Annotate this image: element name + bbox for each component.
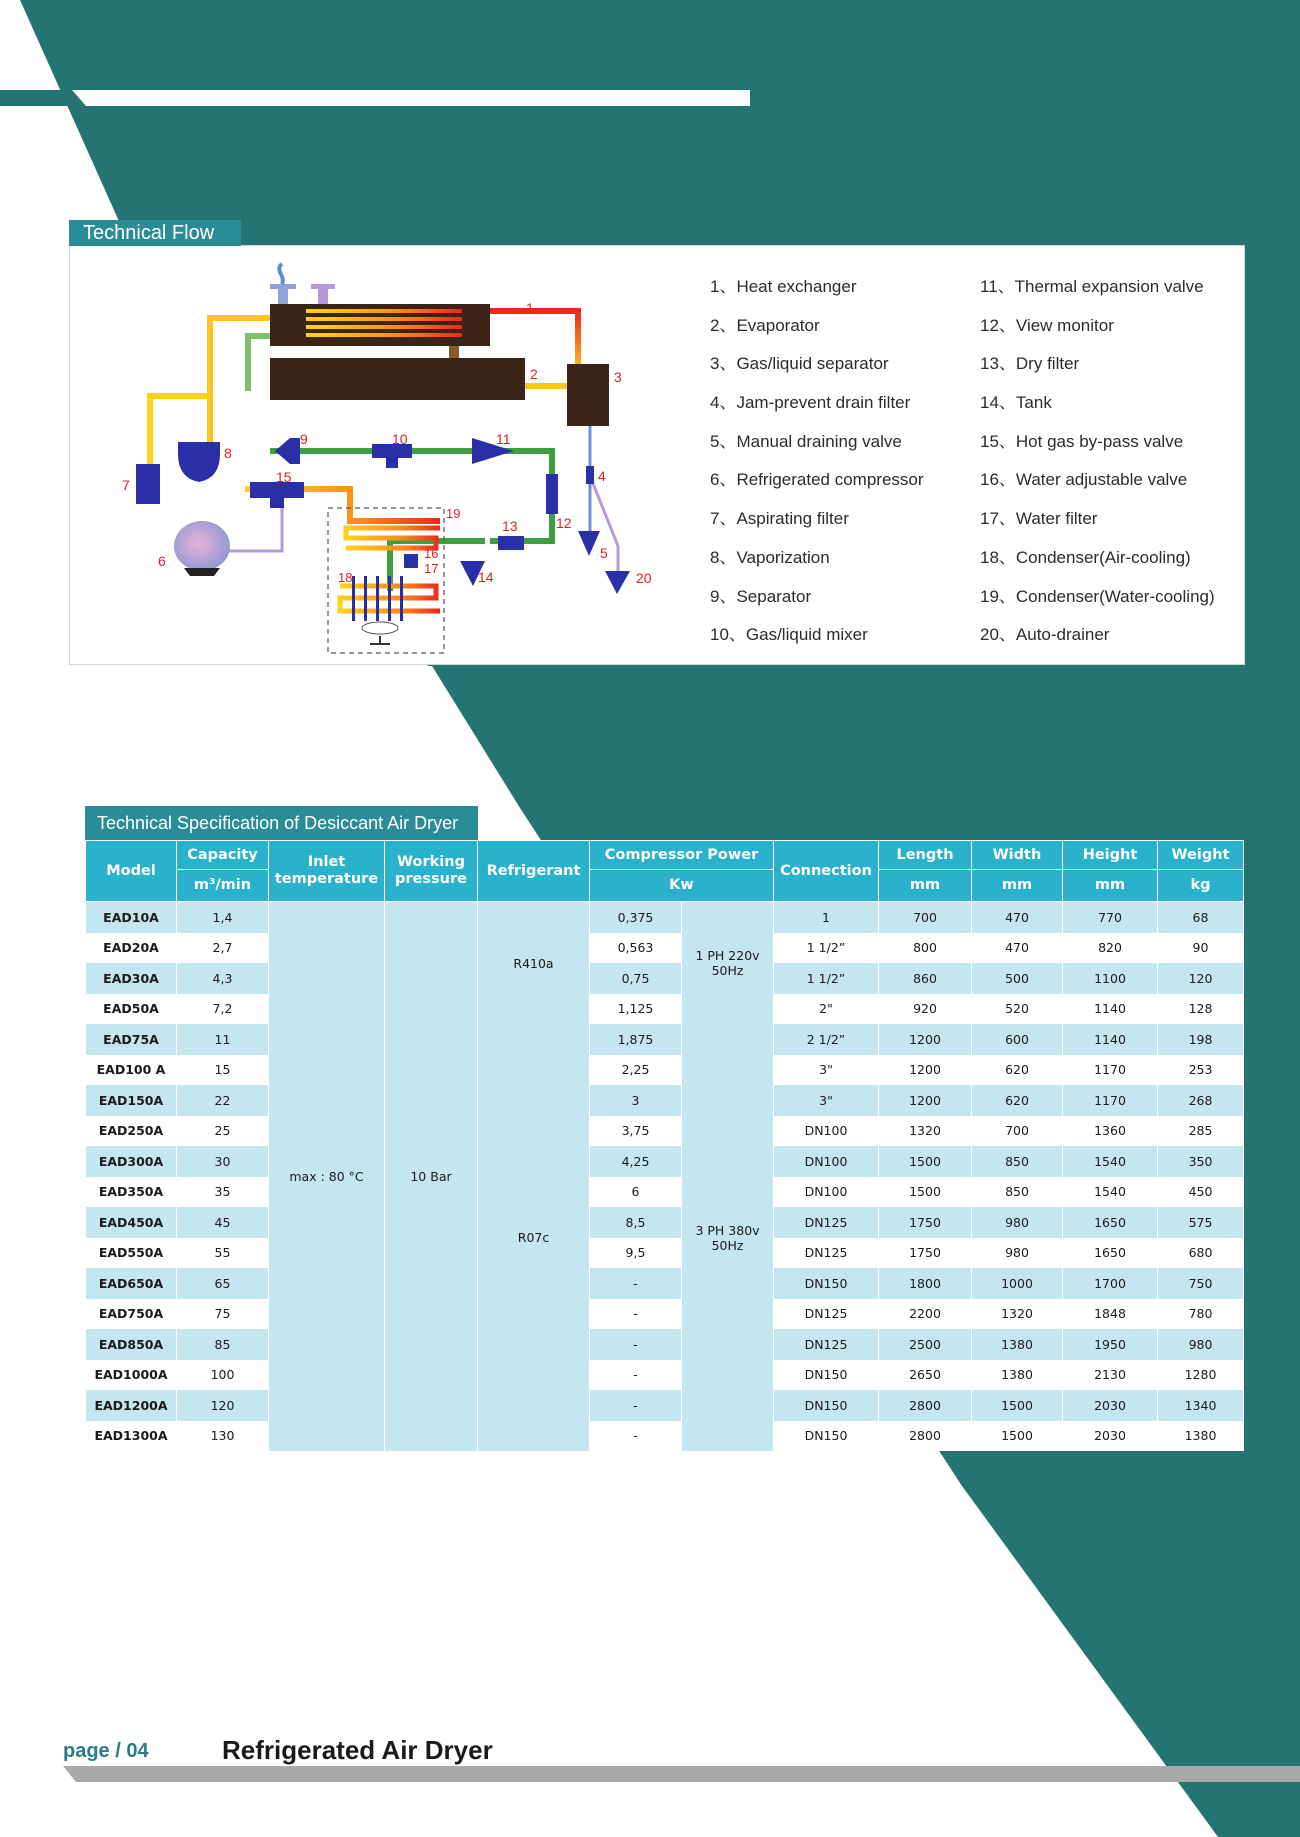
cell-length: 1500: [879, 1146, 972, 1177]
table-row: [86, 1268, 1244, 1299]
table-row: [86, 1421, 1244, 1452]
cell-capacity: 4,3: [177, 963, 269, 994]
flow-label-9: 9: [300, 431, 308, 447]
cell-weight: 198: [1158, 1024, 1244, 1055]
header-width-unit: mm: [972, 870, 1063, 902]
table-row: [86, 963, 1244, 994]
table-row: [86, 1085, 1244, 1116]
cell-weight: 1340: [1158, 1390, 1244, 1421]
cell-length: 1800: [879, 1268, 972, 1299]
cell-model: EAD1200A: [86, 1390, 177, 1421]
cell-width: 980: [972, 1207, 1063, 1238]
cell-compressor-kw: -: [590, 1268, 682, 1299]
header-length: Length: [879, 841, 972, 870]
cell-length: 1320: [879, 1116, 972, 1147]
cell-width: 600: [972, 1024, 1063, 1055]
flow-label-7: 7: [122, 477, 130, 493]
header-connection: Connection: [774, 841, 879, 902]
cell-width: 500: [972, 963, 1063, 994]
header-compressor-unit: Kw: [590, 870, 774, 902]
cell-capacity: 55: [177, 1238, 269, 1269]
legend-item: 6、Refrigerated compressor: [710, 470, 924, 490]
table-row: [86, 1390, 1244, 1421]
cell-connection: DN125: [774, 1299, 879, 1330]
flow-label-1: 1: [526, 300, 534, 316]
legend-item: 13、Dry filter: [980, 354, 1080, 374]
table-row: [86, 1329, 1244, 1360]
cell-connection: 2 1/2”: [774, 1024, 879, 1055]
cell-length: 2650: [879, 1360, 972, 1391]
cell-weight: 575: [1158, 1207, 1244, 1238]
cell-connection: 3": [774, 1085, 879, 1116]
top-accent-bar-white: [72, 90, 750, 106]
cell-capacity: 75: [177, 1299, 269, 1330]
cell-model: EAD250A: [86, 1116, 177, 1147]
cell-weight: 350: [1158, 1146, 1244, 1177]
cell-compressor-kw: 0,563: [590, 933, 682, 964]
cell-length: 2200: [879, 1299, 972, 1330]
cell-width: 1380: [972, 1329, 1063, 1360]
cell-height: 1950: [1063, 1329, 1158, 1360]
table-row: [86, 1238, 1244, 1269]
cell-height: 1650: [1063, 1207, 1158, 1238]
cell-compressor-kw: 1,125: [590, 994, 682, 1025]
cell-weight: 450: [1158, 1177, 1244, 1208]
flow-label-6: 6: [158, 553, 166, 569]
cell-model: EAD10A: [86, 902, 177, 933]
legend-item: 16、Water adjustable valve: [980, 470, 1188, 490]
cell-height: 2030: [1063, 1390, 1158, 1421]
cell-capacity: 130: [177, 1421, 269, 1452]
legend-item: 18、Condenser(Air-cooling): [980, 547, 1191, 567]
cell-weight: 750: [1158, 1268, 1244, 1299]
cell-length: 920: [879, 994, 972, 1025]
cell-connection: 3": [774, 1055, 879, 1086]
table-row: [86, 902, 1244, 933]
flow-label-8: 8: [224, 445, 232, 461]
cell-connection: 1: [774, 902, 879, 933]
header-height-unit: mm: [1063, 870, 1158, 902]
cell-refrigerant: R07c: [478, 1024, 590, 1451]
cell-length: 2800: [879, 1421, 972, 1452]
flow-legend-right: [980, 268, 1215, 655]
header-weight-unit: kg: [1158, 870, 1244, 902]
cell-connection: DN125: [774, 1329, 879, 1360]
cell-compressor-kw: 1,875: [590, 1024, 682, 1055]
cell-compressor-kw: 6: [590, 1177, 682, 1208]
cell-capacity: 11: [177, 1024, 269, 1055]
cell-length: 1200: [879, 1085, 972, 1116]
cell-weight: 68: [1158, 902, 1244, 933]
flow-label-15: 15: [276, 469, 292, 485]
cell-width: 1000: [972, 1268, 1063, 1299]
cell-inlet-temperature: max : 80 °C: [269, 902, 385, 1452]
cell-compressor-kw: 2,25: [590, 1055, 682, 1086]
table-row: [86, 1360, 1244, 1391]
table-row: [86, 1207, 1244, 1238]
table-row: [86, 933, 1244, 964]
cell-height: 2030: [1063, 1421, 1158, 1452]
technical-flow-panel: [69, 245, 1245, 665]
cell-power-supply: 3 PH 380v 50Hz: [682, 1024, 774, 1451]
cell-height: 820: [1063, 933, 1158, 964]
cell-compressor-kw: -: [590, 1299, 682, 1330]
cell-compressor-kw: 3,75: [590, 1116, 682, 1147]
cell-capacity: 65: [177, 1268, 269, 1299]
cell-height: 1700: [1063, 1268, 1158, 1299]
legend-item: 3、Gas/liquid separator: [710, 354, 889, 374]
cell-height: 1140: [1063, 994, 1158, 1025]
cell-weight: 120: [1158, 963, 1244, 994]
cell-length: 860: [879, 963, 972, 994]
header-capacity-unit: m³/min: [177, 870, 269, 902]
cell-capacity: 35: [177, 1177, 269, 1208]
cell-connection: DN100: [774, 1177, 879, 1208]
cell-compressor-kw: -: [590, 1390, 682, 1421]
cell-power-supply: 1 PH 220v 50Hz: [682, 902, 774, 1025]
cell-connection: DN150: [774, 1390, 879, 1421]
cell-capacity: 2,7: [177, 933, 269, 964]
cell-weight: 128: [1158, 994, 1244, 1025]
flow-label-16: 16: [424, 546, 439, 561]
cell-weight: 285: [1158, 1116, 1244, 1147]
flow-label-20: 20: [636, 570, 652, 586]
legend-item: 1、Heat exchanger: [710, 277, 857, 296]
header-refrigerant: Refrigerant: [478, 841, 590, 902]
cell-capacity: 1,4: [177, 902, 269, 933]
cell-width: 620: [972, 1085, 1063, 1116]
cell-refrigerant: R410a: [478, 902, 590, 1025]
spec-table-body: [86, 902, 1244, 1452]
flow-label-18: 18: [338, 570, 353, 585]
legend-item: 9、Separator: [710, 586, 812, 606]
legend-item: 19、Condenser(Water-cooling): [980, 586, 1215, 606]
cell-model: EAD20A: [86, 933, 177, 964]
cell-capacity: 85: [177, 1329, 269, 1360]
cell-width: 850: [972, 1177, 1063, 1208]
cell-weight: 680: [1158, 1238, 1244, 1269]
header-capacity: Capacity: [177, 841, 269, 870]
cell-width: 470: [972, 933, 1063, 964]
cell-height: 770: [1063, 902, 1158, 933]
cell-capacity: 100: [177, 1360, 269, 1391]
cell-compressor-kw: 4,25: [590, 1146, 682, 1177]
header-width: Width: [972, 841, 1063, 870]
flow-label-5: 5: [600, 545, 608, 561]
cell-compressor-kw: -: [590, 1329, 682, 1360]
cell-height: 1848: [1063, 1299, 1158, 1330]
cell-weight: 980: [1158, 1329, 1244, 1360]
cell-model: EAD75A: [86, 1024, 177, 1055]
cell-capacity: 45: [177, 1207, 269, 1238]
header-model: Model: [86, 841, 177, 902]
cell-height: 2130: [1063, 1360, 1158, 1391]
legend-item: 11、Thermal expansion valve: [980, 277, 1204, 296]
cell-model: EAD300A: [86, 1146, 177, 1177]
cell-connection: 1 1/2”: [774, 963, 879, 994]
cell-connection: DN125: [774, 1238, 879, 1269]
cell-model: EAD850A: [86, 1329, 177, 1360]
cell-model: EAD1000A: [86, 1360, 177, 1391]
cell-capacity: 7,2: [177, 994, 269, 1025]
table-row: [86, 1299, 1244, 1330]
cell-compressor-kw: 9,5: [590, 1238, 682, 1269]
legend-item: 20、Auto-drainer: [980, 625, 1110, 645]
cell-height: 1540: [1063, 1177, 1158, 1208]
cell-length: 2500: [879, 1329, 972, 1360]
cell-model: EAD650A: [86, 1268, 177, 1299]
cell-connection: 2": [774, 994, 879, 1025]
cell-model: EAD1300A: [86, 1421, 177, 1452]
cell-model: EAD150A: [86, 1085, 177, 1116]
cell-weight: 1380: [1158, 1421, 1244, 1452]
cell-connection: DN150: [774, 1421, 879, 1452]
cell-model: EAD100 A: [86, 1055, 177, 1086]
cell-capacity: 25: [177, 1116, 269, 1147]
footer-title: Refrigerated Air Dryer: [222, 1735, 493, 1765]
cell-weight: 90: [1158, 933, 1244, 964]
flow-label-3: 3: [614, 369, 622, 385]
table-row: [86, 1177, 1244, 1208]
cell-weight: 268: [1158, 1085, 1244, 1116]
cell-height: 1360: [1063, 1116, 1158, 1147]
cell-connection: DN100: [774, 1116, 879, 1147]
table-row: [86, 1146, 1244, 1177]
table-row: [86, 1024, 1244, 1055]
legend-item: 8、Vaporization: [710, 547, 830, 567]
technical-flow-tab: Technical Flow: [69, 220, 241, 246]
header-compressor-power: Compressor Power: [590, 841, 774, 870]
cell-compressor-kw: 3: [590, 1085, 682, 1116]
flow-label-13: 13: [502, 518, 518, 534]
cell-weight: 780: [1158, 1299, 1244, 1330]
spec-table-tab: Technical Specification of Desiccant Air Dryer: [85, 806, 478, 840]
cell-capacity: 30: [177, 1146, 269, 1177]
cell-width: 980: [972, 1238, 1063, 1269]
cell-height: 1170: [1063, 1055, 1158, 1086]
cell-height: 1650: [1063, 1238, 1158, 1269]
cell-capacity: 120: [177, 1390, 269, 1421]
cell-width: 1380: [972, 1360, 1063, 1391]
cell-width: 1500: [972, 1421, 1063, 1452]
flow-legend-left: [710, 268, 924, 655]
table-row: [86, 1055, 1244, 1086]
table-row: [86, 994, 1244, 1025]
cell-connection: DN125: [774, 1207, 879, 1238]
cell-height: 1170: [1063, 1085, 1158, 1116]
footer-bar: [63, 1766, 1300, 1782]
header-working-pressure: Working pressure: [385, 841, 478, 902]
cell-compressor-kw: 0,75: [590, 963, 682, 994]
table-row: [86, 1116, 1244, 1147]
cell-length: 1200: [879, 1024, 972, 1055]
flow-label-11: 11: [496, 431, 511, 447]
header-inlet-temperature: Inlet temperature: [269, 841, 385, 902]
cell-length: 800: [879, 933, 972, 964]
cell-compressor-kw: 8,5: [590, 1207, 682, 1238]
legend-item: 12、View monitor: [980, 315, 1114, 335]
cell-width: 850: [972, 1146, 1063, 1177]
cell-length: 1750: [879, 1207, 972, 1238]
cell-length: 2800: [879, 1390, 972, 1421]
cell-height: 1100: [1063, 963, 1158, 994]
flow-label-17: 17: [424, 561, 439, 576]
cell-height: 1140: [1063, 1024, 1158, 1055]
legend-item: 7、Aspirating filter: [710, 509, 849, 529]
cell-compressor-kw: -: [590, 1360, 682, 1391]
header-weight: Weight: [1158, 841, 1244, 870]
legend-item: 15、Hot gas by-pass valve: [980, 431, 1184, 451]
cell-compressor-kw: 0,375: [590, 902, 682, 933]
cell-model: EAD350A: [86, 1177, 177, 1208]
cell-width: 1500: [972, 1390, 1063, 1421]
cell-capacity: 22: [177, 1085, 269, 1116]
cell-model: EAD450A: [86, 1207, 177, 1238]
legend-item: 2、Evaporator: [710, 315, 820, 335]
cell-connection: DN150: [774, 1268, 879, 1299]
page-number: page / 04: [63, 1740, 149, 1762]
cell-length: 1200: [879, 1055, 972, 1086]
cell-connection: DN150: [774, 1360, 879, 1391]
cell-width: 1320: [972, 1299, 1063, 1330]
flow-label-4: 4: [598, 468, 606, 484]
cell-width: 700: [972, 1116, 1063, 1147]
legend-item: 5、Manual draining valve: [710, 431, 902, 451]
flow-label-2: 2: [530, 366, 538, 382]
cell-height: 1540: [1063, 1146, 1158, 1177]
flow-label-12: 12: [556, 515, 572, 531]
cell-width: 620: [972, 1055, 1063, 1086]
cell-width: 470: [972, 902, 1063, 933]
cell-width: 520: [972, 994, 1063, 1025]
legend-item: 17、Water filter: [980, 509, 1098, 529]
cell-weight: 1280: [1158, 1360, 1244, 1391]
flow-label-14: 14: [478, 569, 494, 585]
flow-label-10: 10: [392, 431, 408, 447]
cell-length: 1750: [879, 1238, 972, 1269]
legend-item: 14、Tank: [980, 393, 1052, 413]
cell-compressor-kw: -: [590, 1421, 682, 1452]
cell-model: EAD50A: [86, 994, 177, 1025]
cell-working-pressure: 10 Bar: [385, 902, 478, 1452]
cell-connection: DN100: [774, 1146, 879, 1177]
cell-model: EAD30A: [86, 963, 177, 994]
legend-item: 10、Gas/liquid mixer: [710, 625, 868, 645]
cell-length: 1500: [879, 1177, 972, 1208]
cell-model: EAD550A: [86, 1238, 177, 1269]
spec-table: [85, 840, 1244, 1451]
flow-label-19: 19: [446, 506, 461, 521]
cell-capacity: 15: [177, 1055, 269, 1086]
cell-weight: 253: [1158, 1055, 1244, 1086]
header-length-unit: mm: [879, 870, 972, 902]
cell-connection: 1 1/2”: [774, 933, 879, 964]
cell-model: EAD750A: [86, 1299, 177, 1330]
header-height: Height: [1063, 841, 1158, 870]
legend-item: 4、Jam-prevent drain filter: [710, 393, 911, 413]
cell-length: 700: [879, 902, 972, 933]
refrigeration-flow-diagram: [70, 246, 690, 666]
